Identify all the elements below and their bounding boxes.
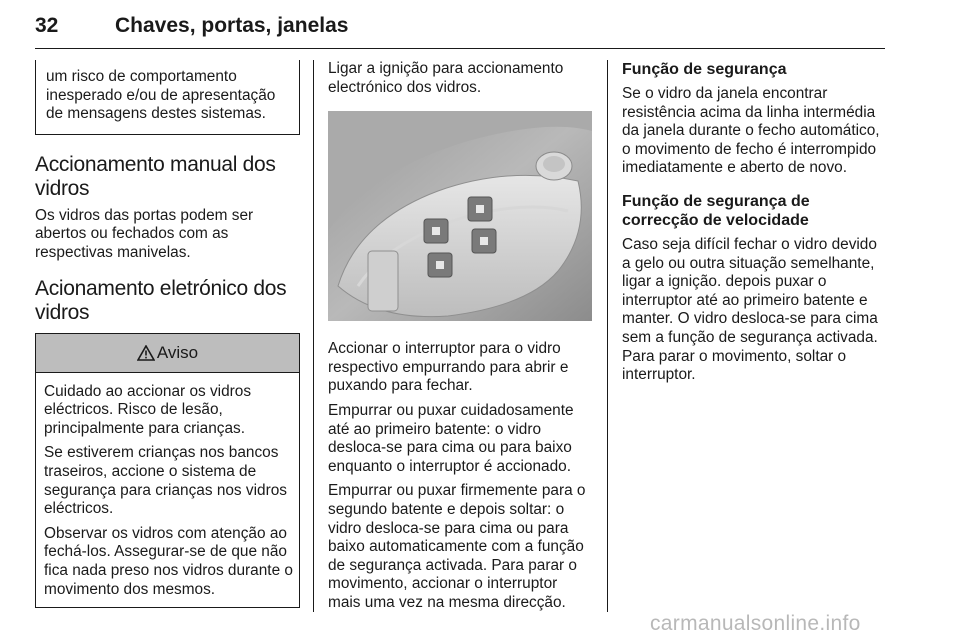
warning-box [35,333,300,609]
warning-title: Aviso [156,342,199,362]
page-number: 32 [35,14,59,37]
switch-paragraph: Empurrar ou puxar firmemente para o segundo batente e depois soltar: o vidro desloca-se para cima ou para baixo automaticamente com a função de segurança activada. Para parar o movimento, accionar o interruptor mais uma vez na mesma direcção. [328,482,586,611]
warning-header [36,334,299,373]
header-rule [35,48,885,49]
override-heading: Função de segurança de correcção de velocidade [622,192,810,229]
switch-paragraph: Empurrar ou puxar cuidadosamente até ao primeiro batente: o vidro desloca-se para cima ou para baixo enquanto o interruptor é accionado. [328,401,574,475]
column-divider-2 [607,60,608,612]
warning-paragraph: Se estiverem crianças nos bancos traseiros, accione o sistema de segurança para crianças nos vidros eléctricos. [44,444,287,518]
chapter-title: Chaves, portas, janelas [115,14,349,37]
watermark: carmanualsonline.info [650,612,861,635]
column-left [35,60,300,608]
warning-paragraph: Observar os vidros com atenção ao fechá-los. Assegurar-se de que não fica nada preso nos vidros durante o movimento dos mesmos. [44,524,293,598]
manual-windows-heading: Accionamento manual dos vidros [35,152,276,200]
page-header [35,8,885,44]
column-right [622,60,886,385]
continued-warning-box [35,60,300,135]
window-switch-panel-illustration [328,111,592,321]
continued-text: um risco de comportamento inesperado e/ou de apresentação de mensagens destes sistemas. [46,68,276,123]
column-divider-1 [313,60,314,612]
column-middle [328,60,592,613]
manual-windows-text: Os vidros das portas podem ser abertos ou fechados com as respectivas manivelas. [35,206,254,261]
warning-body [36,373,299,608]
safety-text: Se o vidro da janela encontrar resistência acima da linha intermédia da janela durante o fecho automático, o movimento de fecho é interrompido imediatamente e aberto de novo. [622,85,880,177]
ignition-intro: Ligar a ignição para accionamento electrónico dos vidros. [328,60,564,96]
warning-paragraph: Cuidado ao accionar os vidros eléctricos. Risco de lesão, principalmente para crianças. [44,382,252,437]
safety-heading: Função de segurança [622,61,787,78]
switch-paragraph: Accionar o interruptor para o vidro respectivo empurrando para abrir e puxando para fechar. [328,340,569,395]
electric-windows-heading: Acionamento eletrónico dos vidros [35,276,287,324]
override-text: Caso seja difícil fechar o vidro devido a gelo ou outra situação semelhante, ligar a ignição. depois puxar o interruptor até ao primeiro batente e manter. O vidro desloca-se para cima sem a função de segurança activada. Para parar o movimento, soltar o interruptor. [622,235,878,384]
warning-triangle-icon [137,345,155,361]
